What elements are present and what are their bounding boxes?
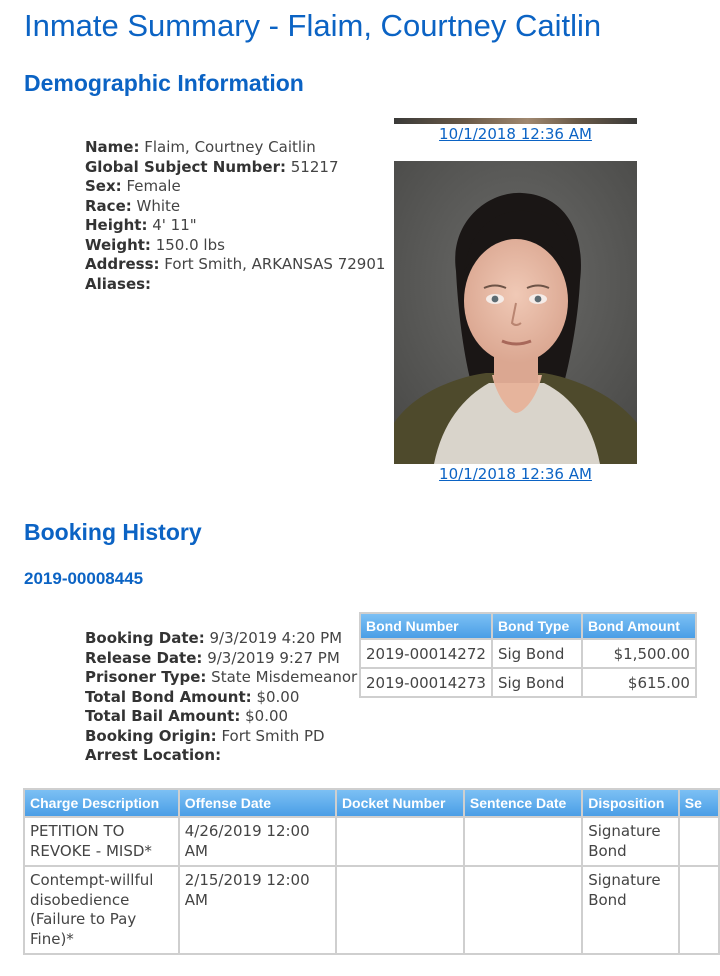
field-address: Address: Fort Smith, ARKANSAS 72901 bbox=[85, 255, 386, 273]
page-title: Inmate Summary - Flaim, Courtney Caitlin bbox=[24, 8, 602, 43]
field-total-bond-amount: Total Bond Amount: $0.00 bbox=[85, 687, 300, 706]
field-weight: Weight: 150.0 lbs bbox=[85, 235, 225, 254]
truncated-cell bbox=[680, 818, 718, 865]
field-global-subject-number: Global Subject Number: 51217 bbox=[85, 157, 339, 176]
table-row bbox=[25, 867, 718, 953]
table-row bbox=[25, 818, 718, 865]
bond-number-cell: 2019-00014273 bbox=[361, 669, 491, 696]
demographic-heading: Demographic Information bbox=[24, 70, 304, 96]
column-header-docket-number: Docket Number bbox=[337, 790, 463, 816]
bond-type-cell: Sig Bond bbox=[493, 669, 581, 696]
field-total-bail-amount: Total Bail Amount: $0.00 bbox=[85, 707, 289, 725]
booking-fields bbox=[85, 629, 357, 766]
bond-number-cell: 2019-00014272 bbox=[361, 640, 491, 667]
charge-description-cell: Contempt-willful disobedience (Failure to Pay Fine)* bbox=[25, 867, 178, 953]
sentence-date-cell bbox=[465, 867, 581, 953]
column-header-charge-description: Charge Description bbox=[25, 790, 178, 816]
charge-table-header bbox=[25, 790, 718, 816]
photo-date-link[interactable]: 10/1/2018 12:36 AM bbox=[439, 465, 592, 483]
demographic-fields bbox=[85, 138, 385, 294]
field-name: Name: Flaim, Courtney Caitlin bbox=[85, 138, 316, 156]
column-header-offense-date: Offense Date bbox=[180, 790, 335, 816]
booking-history-heading: Booking History bbox=[24, 519, 202, 545]
sentence-date-cell bbox=[465, 818, 581, 865]
field-aliases: Aliases: bbox=[85, 274, 152, 293]
column-header-truncated: Se bbox=[680, 790, 718, 816]
field-booking-origin: Booking Origin: Fort Smith PD bbox=[85, 726, 325, 745]
table-row bbox=[361, 669, 695, 696]
field-release-date: Release Date: 9/3/2019 9:27 PM bbox=[85, 648, 340, 667]
docket-number-cell bbox=[337, 818, 463, 865]
booking-number: 2019-00008445 bbox=[24, 569, 144, 588]
bond-amount-cell: $1,500.00 bbox=[583, 640, 695, 667]
disposition-cell: Signature Bond bbox=[583, 867, 678, 953]
offense-date-cell: 2/15/2019 12:00 AM bbox=[180, 867, 335, 953]
offense-date-cell: 4/26/2019 12:00 AM bbox=[180, 818, 335, 865]
field-height: Height: 4' 11" bbox=[85, 216, 197, 234]
charge-table bbox=[23, 788, 720, 955]
field-arrest-location: Arrest Location: bbox=[85, 746, 222, 764]
bond-amount-cell: $615.00 bbox=[583, 669, 695, 696]
mugshot-photo[interactable] bbox=[394, 161, 637, 464]
column-header-sentence-date: Sentence Date bbox=[465, 790, 581, 816]
field-race: Race: White bbox=[85, 196, 181, 215]
table-row bbox=[361, 640, 695, 667]
truncated-cell bbox=[680, 867, 718, 953]
photo-date-link[interactable]: 10/1/2018 12:36 AM bbox=[439, 125, 592, 143]
field-prisoner-type: Prisoner Type: State Misdemeanor bbox=[85, 668, 358, 686]
column-header-bond-amount: Bond Amount bbox=[583, 614, 695, 638]
bond-table bbox=[359, 612, 697, 698]
column-header-bond-number: Bond Number bbox=[361, 614, 491, 638]
charge-description-cell: PETITION TO REVOKE - MISD* bbox=[25, 818, 178, 865]
field-booking-date: Booking Date: 9/3/2019 4:20 PM bbox=[85, 629, 343, 647]
previous-photo-strip[interactable] bbox=[394, 118, 637, 124]
column-header-bond-type: Bond Type bbox=[493, 614, 581, 638]
bond-type-cell: Sig Bond bbox=[493, 640, 581, 667]
docket-number-cell bbox=[337, 867, 463, 953]
disposition-cell: Signature Bond bbox=[583, 818, 678, 865]
bond-table-header bbox=[361, 614, 695, 638]
field-sex: Sex: Female bbox=[85, 177, 181, 195]
column-header-disposition: Disposition bbox=[583, 790, 678, 816]
